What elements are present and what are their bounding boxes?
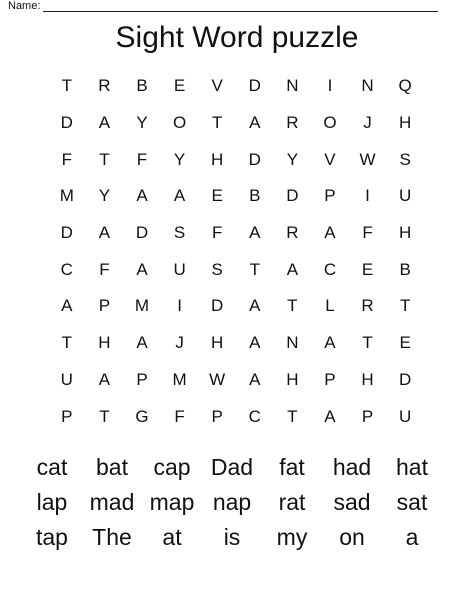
grid-cell: P <box>211 406 223 426</box>
grid-cell: U <box>173 259 186 279</box>
word-bank-item: at <box>162 524 182 550</box>
grid-cell: P <box>61 406 73 426</box>
word-bank-item: on <box>339 524 365 550</box>
grid-cell: H <box>286 369 299 389</box>
grid-cell: R <box>361 296 374 316</box>
grid-cell: W <box>209 369 226 389</box>
grid-cell: W <box>359 149 376 169</box>
word-bank-item: Dad <box>210 454 254 480</box>
grid-cell: T <box>362 333 373 353</box>
grid-cell: P <box>98 296 111 316</box>
word-bank-item: fat <box>279 454 305 480</box>
grid-cell: C <box>323 259 337 279</box>
page-title: Sight Word puzzle <box>115 21 359 54</box>
grid-cell: P <box>361 406 374 426</box>
grid-cell: F <box>174 406 185 426</box>
grid-cell: C <box>60 259 73 279</box>
word-bank-item: mad <box>89 489 135 515</box>
word-bank-item: The <box>92 524 132 550</box>
grid-cell: T <box>99 149 110 169</box>
grid-cell: D <box>211 296 224 316</box>
grid-cell: T <box>287 296 298 316</box>
grid-cell: N <box>361 76 374 96</box>
word-bank-item: lap <box>36 489 68 515</box>
grid-cell: M <box>172 369 187 389</box>
grid-cell: T <box>399 296 411 316</box>
grid-cell: D <box>248 76 261 96</box>
grid-cell: F <box>99 259 110 279</box>
grid-cell: L <box>325 296 335 316</box>
word-bank-item: bat <box>96 454 128 480</box>
grid-cell: E <box>361 259 374 279</box>
grid-cell: B <box>136 76 148 96</box>
grid-cell: S <box>211 259 223 279</box>
grid-cell: R <box>286 223 299 243</box>
grid-cell: P <box>136 369 148 389</box>
grid-cell: O <box>323 113 337 133</box>
grid-cell: J <box>175 333 184 353</box>
grid-cell: R <box>286 113 299 133</box>
letter-grid <box>48 68 424 435</box>
grid-cell: T <box>249 259 260 279</box>
grid-cell: A <box>249 333 261 353</box>
grid-cell: S <box>399 149 411 169</box>
grid-cell: A <box>61 296 73 316</box>
grid-cell: A <box>324 333 336 353</box>
grid-cell: U <box>399 406 412 426</box>
word-bank-item: a <box>405 524 419 550</box>
grid-cell: H <box>399 223 412 243</box>
grid-cell: A <box>286 259 299 279</box>
grid-cell: B <box>249 186 261 206</box>
grid-cell: D <box>135 223 149 243</box>
grid-cell: A <box>98 369 111 389</box>
grid-cell: I <box>365 186 370 206</box>
grid-cell: F <box>211 223 223 243</box>
grid-cell: N <box>286 76 299 96</box>
grid-cell: A <box>136 259 148 279</box>
grid-cell: T <box>287 406 298 426</box>
grid-cell: S <box>173 223 186 243</box>
grid-cell: M <box>134 296 150 316</box>
grid-cell: T <box>211 113 223 133</box>
grid-cell: H <box>211 333 224 353</box>
grid-cell: D <box>60 113 73 133</box>
grid-cell: D <box>248 149 261 169</box>
grid-cell: M <box>59 186 74 206</box>
grid-cell: F <box>61 149 72 169</box>
grid-cell: Y <box>98 186 111 206</box>
word-bank-item: rat <box>278 489 306 515</box>
grid-cell: Y <box>173 149 186 169</box>
word-bank-item: sat <box>396 489 428 515</box>
word-bank-item: hat <box>396 454 428 480</box>
word-bank-item: my <box>276 524 308 550</box>
grid-cell: Y <box>286 149 299 169</box>
word-bank-item: tap <box>36 524 68 550</box>
grid-cell: H <box>399 113 412 133</box>
word-bank-item: map <box>149 489 195 515</box>
grid-cell: U <box>60 369 73 389</box>
grid-cell: E <box>399 333 411 353</box>
grid-cell: R <box>98 76 111 96</box>
grid-cell: V <box>211 76 223 96</box>
grid-cell: A <box>249 369 261 389</box>
word-bank-item: nap <box>212 489 252 515</box>
grid-cell: A <box>324 223 336 243</box>
grid-cell: P <box>324 369 336 389</box>
grid-cell: E <box>173 76 186 96</box>
word-bank-item: is <box>223 524 241 550</box>
grid-cell: F <box>362 223 373 243</box>
word-bank-item: cap <box>153 454 191 480</box>
name-field-row <box>8 0 438 12</box>
grid-cell: I <box>327 76 333 96</box>
grid-cell: T <box>61 333 72 353</box>
grid-cell: I <box>177 296 182 316</box>
grid-cell: D <box>60 223 73 243</box>
grid-cell: D <box>399 369 412 389</box>
grid-cell: Q <box>398 76 412 96</box>
word-bank-item: cat <box>36 454 68 480</box>
grid-cell: P <box>324 186 336 206</box>
grid-cell: C <box>248 406 261 426</box>
word-bank-item: sad <box>333 489 371 515</box>
grid-cell: A <box>98 223 111 243</box>
grid-cell: F <box>136 149 148 169</box>
grid-cell: H <box>361 369 374 389</box>
name-line <box>43 1 438 12</box>
grid-cell: D <box>286 186 299 206</box>
grid-cell: V <box>324 149 336 169</box>
grid-cell: Y <box>136 113 148 133</box>
grid-cell: G <box>135 406 149 426</box>
grid-cell: T <box>99 406 110 426</box>
word-bank-item: had <box>332 454 372 480</box>
grid-cell: T <box>61 76 72 96</box>
word-bank <box>22 450 442 555</box>
grid-cell: A <box>173 186 186 206</box>
grid-cell: A <box>324 406 336 426</box>
grid-cell: A <box>249 223 261 243</box>
grid-cell: N <box>286 333 299 353</box>
grid-cell: A <box>136 186 148 206</box>
grid-cell: A <box>98 113 111 133</box>
grid-cell: B <box>399 259 411 279</box>
grid-cell: H <box>98 333 111 353</box>
grid-cell: H <box>211 149 224 169</box>
grid-cell: O <box>172 113 187 133</box>
grid-cell: E <box>211 186 223 206</box>
grid-cell: A <box>249 296 261 316</box>
grid-cell: U <box>399 186 412 206</box>
grid-cell: A <box>136 333 148 353</box>
grid-cell: A <box>249 113 261 133</box>
name-label: Name: <box>8 0 41 12</box>
grid-cell: J <box>363 113 372 133</box>
